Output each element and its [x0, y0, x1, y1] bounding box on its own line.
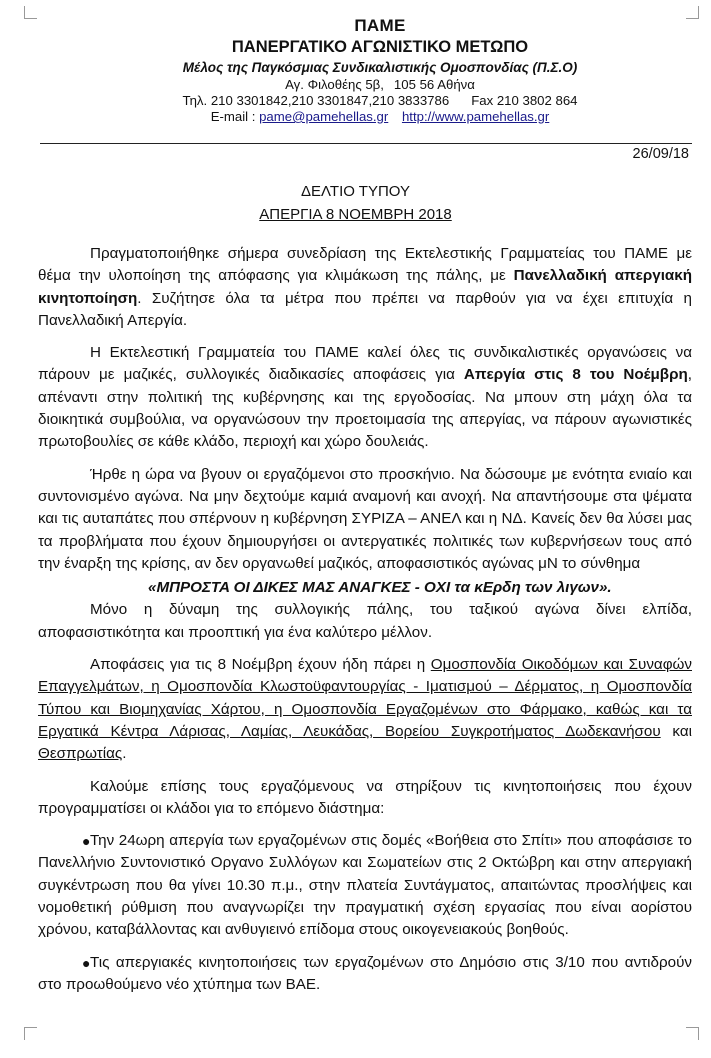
paragraph-6: Καλούμε επίσης τους εργαζόμενους να στηρίξουν τις κινητοποιήσεις που έχουν προγραμματίσει οι κλάδοι για το επόμενο διάστημα: [38, 777, 692, 817]
email-web-line [120, 109, 640, 125]
crop-mark-bottom-right [686, 1027, 699, 1040]
org-short-name: ΠΑΜΕ [354, 16, 406, 35]
emphasis-nationwide-strike: Πανελλαδική απεργιακή κινητοποίηση [38, 267, 693, 307]
street-address: Αγ. Φιλοθέης 5β, [285, 77, 384, 92]
bullet-icon: ● [82, 833, 91, 850]
org-full-name: ΠΑΝΕΡΓΑΤΙΚΟ ΑΓΩΝΙΣΤΙΚΟ ΜΕΤΩΠΟ [231, 38, 529, 56]
phone-fax-line [120, 93, 640, 109]
crop-mark-top-right [686, 6, 699, 19]
emphasis-strike-date: Απεργία στις 8 του Νοέμβρη [463, 366, 688, 384]
fax-number: Fax 210 3802 864 [471, 93, 578, 108]
paragraph-5: Αποφάσεις για τις 8 Νοέμβρη έχουν ήδη πάρει η Ομοσπονδία Οικοδόμων και Συναφών Επαγγελμάτων, η Ομοσπονδία Κλωστοϋφαντουργίας - Ιματισμού – Δέρματος, η Ομοσπονδία Τύπου και Βιομηχανίας Χάρτου, η Ομοσπονδία Εργαζομένων στο Φάρμακο, καθώς και τα Εργατικά Κέντρα Λάρισας, Λαμίας, Λευκάδας, Βορείου Συγκροτήματος Δωδεκανήσου και Θεσπρωτίας. [38, 656, 692, 763]
document-subtitle: ΑΠΕΡΓΙΑ 8 ΝΟΕΜΒΡΗ 2018 [259, 206, 452, 223]
crop-mark-bottom-left [24, 1027, 37, 1040]
document-title: ΔΕΛΤΙΟ ΤΥΠΟΥ [300, 183, 410, 200]
document-date: 26/09/18 [632, 146, 689, 162]
bullet-item: ● Τις απεργιακές κινητοποιήσεις των εργαζομένων στο Δημόσιο στις 3/10 που αντιδρούν στο προωθούμενο νέο χτύπημα των ΒΑΕ. [38, 953, 692, 993]
paragraph-2: Η Εκτελεστική Γραμματεία του ΠΑΜΕ καλεί όλες τις συνδικαλιστικές οργανώσεις να πάρουν με μαζικές, συλλογικές διαδικασίες αποφάσεις για Απεργία στις 8 του Νοέμβρη, απέναντι στην πολιτική της κυβέρνησης και της εργοδοσίας. Να μπουν στη μάχη όλα τα διοικητικά συμβούλια, να οργανώσουν την προετοιμασία της απεργίας, να πάρουν αγωνιστικές πρωτοβουλίες σε κάθε κλάδο, περιοχή και χώρο δουλειάς. [38, 344, 692, 451]
slogan: «ΜΠΡΟΣΤΑ ΟΙ ΔΙΚΕΣ ΜΑΣ ΑΝΑΓΚΕΣ - ΟΧΙ τα κΕρδη των λιγων». [148, 579, 612, 597]
email-label: E-mail : [210, 109, 256, 124]
bullet-icon: ● [82, 954, 91, 971]
paragraph-1: Πραγματοποιήθηκε σήμερα συνεδρίαση της Εκτελεστικής Γραμματείας του ΠΑΜΕ με θέμα την υλοποίηση της απόφασης για κλιμάκωση της πάλης, με Πανελλαδική απεργιακή κινητοποίηση. Συζήτησε όλα τα μέτρα που πρέπει να παρθούν για να έχει επιτυχία η Πανελλαδική Απεργία. [38, 245, 693, 329]
federations-list: Ομοσπονδία Οικοδόμων και Συναφών Επαγγελμάτων, η Ομοσπονδία Κλωστοϋφαντουργίας - Ιματισμού – Δέρματος, η Ομοσπονδία Τύπου και Βιομηχανίας Χάρτου, η Ομοσπονδία Εργαζομένων στο Φάρμακο, καθώς και τα Εργατικά Κέντρα Λάρισας, Λαμίας, Λευκάδας, Βορείου Συγκροτήματος Δωδεκανήσου [38, 656, 692, 740]
website-link[interactable]: http://www.pamehellas.gr [401, 109, 550, 124]
address-line [120, 77, 640, 93]
press-release-body [38, 243, 692, 1006]
phone-numbers: Τηλ. 210 3301842,210 3301847,210 3833786 [182, 93, 450, 108]
postcode: 105 56 Αθήνα [393, 77, 475, 92]
email-link[interactable]: pame@pamehellas.gr [259, 109, 389, 124]
paragraph-4: Μόνο η δύναμη της συλλογικής πάλης, του ταξικού αγώνα δίνει ελπίδα, αποφασιστικότητα και προοπτική για ένα καλύτερο μέλλον. [38, 601, 692, 641]
paragraph-3: Ήρθε η ώρα να βγουν οι εργαζόμενοι στο προσκήνιο. Να δώσουμε με ενότητα ενιαίο και συντονισμένο αγώνα. Να μην δεχτούμε καμιά αναμονή και ανοχή. Να απαντήσουμε στα ψέματα και τις αυταπάτες που σπέρνουν η κυβέρνηση ΣΥΡΙΖΑ – ΑΝΕΛ και η ΝΔ. Κανείς δεν θα λύσει μας τα προβλήματα που έχουν δημιουργήσει οι αντεργατικές πολιτικές των κυβερνήσεων τους από την έναρξη της κρίσης, αν δεν οργανωθεί μαζικός, αποφασιστικός αγώνας μΝ το σύνθημα [38, 465, 692, 572]
thesprotia: Θεσπρωτίας [38, 745, 123, 763]
bullet-item: ● Την 24ωρη απεργία των εργαζομένων στις δομές «Βοήθεια στο Σπίτι» που αποφάσισε το Πανελλήνιο Συντονιστικό Οργανο Συλλόγων και Σωματείων στις 2 Οκτώβρη και στην απεργιακή συγκέντρωση που θα γίνει 10.30 π.μ., στην πλατεία Συντάγματος, απαιτώντας προσλήψεις και νομοθετική ρύθμιση που αναγνωρίζει την πραγματική σχέση εργασίας που είναι αορίστου χρόνου, καταβάλλοντας και ανθυγιεινό επίδομα στους οικογενειακούς βοηθούς. [38, 832, 692, 939]
membership-line: Μέλος της Παγκόσμιας Συνδικαλιστικής Ομοσπονδίας (Π.Σ.Ο) [182, 60, 578, 75]
crop-mark-top-left [24, 6, 37, 19]
header-divider [40, 143, 692, 144]
letterhead [120, 16, 640, 125]
